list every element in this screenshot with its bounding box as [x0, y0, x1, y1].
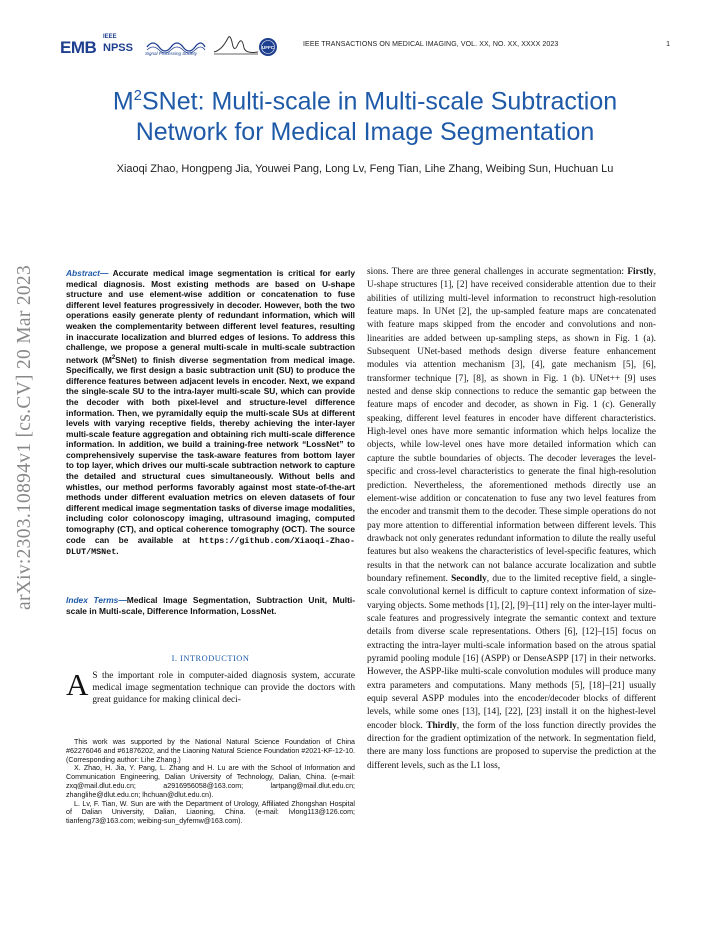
drop-cap: A — [66, 667, 89, 702]
emb-logo: EMB — [60, 38, 97, 57]
index-terms — [66, 595, 355, 616]
journal-name: IEEE TRANSACTIONS ON MEDICAL IMAGING, VOL. XX, NO. XX, XXXX 2023 — [303, 41, 559, 48]
rightcol-text-1: sions. There are three general challenges in accurate segmentation: — [367, 267, 628, 277]
title-line2: Network for Medical Image Segmentation — [135, 118, 595, 147]
footnote-affiliation-1: X. Zhao, H. Jia, Y. Pang, L. Zhang and H. Lu are with the School of Information and Communication Engineering, Dalian University of Technology, Dalian, China. (e-mail: zxq@mail.dlut.edu.cn; a2916956058@163.com; lartpang@mail.dlut.edu.cn; zhanglihe@dlut.edu.cn; lhchuan@dlut.edu.cn). — [66, 764, 355, 799]
sps-logo-text: Signal Processing Society — [145, 51, 198, 56]
rightcol-firstly: Firstly — [627, 267, 654, 277]
rightcol-text-4: , the form of the loss function directly provides the direction for the gradient optimization of the network. In segmentation field, there are many loss functions are proposed to supervise the prediction at the different levels, such as the L1 loss, — [367, 720, 656, 771]
title-line1-rest: SNet: Multi-scale in Multi-scale Subtraction — [142, 87, 618, 116]
uffc-logo-text: UFFC — [261, 45, 275, 50]
section-heading-introduction: I. INTRODUCTION — [171, 654, 250, 663]
right-column-text — [367, 266, 656, 773]
abstract — [66, 268, 355, 558]
footnote-block — [66, 738, 355, 826]
author-list: Xiaoqi Zhao, Hongpeng Jia, Youwei Pang, Long Lv, Feng Tian, Lihe Zhang, Weibing Sun, Huchuan Lu — [116, 163, 614, 175]
footnote-affiliation-2: L. Lv, F. Tian, W. Sun are with the Department of Urology, Affiliated Zhongshan Hospital of Dalian University, Dalian, Liaoning, China. (e-mail: lvlong113@126.com; tianfeng73@163.com; weibing-sun_dyfemw@163.com). — [66, 799, 355, 826]
page-number: 1 — [666, 41, 670, 48]
page-header — [60, 32, 670, 62]
index-terms-text: Medical Image Segmentation, Subtraction Unit, Multi-scale in Multi-scale, Difference Information, LossNet. — [66, 595, 355, 616]
abstract-lead: Abstract— — [66, 268, 109, 278]
abstract-text-part1: Accurate medical image segmentation is critical for early medical diagnosis. Most existing methods are based on U-shape structure and use element-wise addition or concatenation to fuse different level features progressively in decoder. However, both the two operations easily generate plenty of redundant information, which will weaken the complementarity between different level features, resulting in inaccurate localization and blurred edges of lesions. To address this challenge, we propose a general multi-scale in multi-scale subtraction network (M — [66, 268, 355, 365]
footnote-funding: This work was supported by the National Natural Science Foundation of China #62276046 and #61876202, and the Liaoning Natural Science Foundation #2021-KF-12-10. (Corresponding author: Lihe Zhang.) — [66, 738, 355, 764]
introduction-paragraph — [66, 667, 355, 707]
rightcol-secondly: Secondly — [451, 573, 487, 584]
source-code-link[interactable]: https://github.com/Xiaoqi-Zhao-DLUT/MSNet — [66, 535, 355, 558]
abstract-text-part2: SNet) to finish diverse segmentation from medical image. Specifically, we first design a basic subtraction unit (SU) to produce the difference features between adjacent levels in encoder. Next, we expand the single-scale SU to the intra-layer multi-scale SU, which can provide the decoder with both pixel-level and structure-level difference information. Then, we pyramidally equip the multi-scale SUs at different levels with varying receptive fields, thereby achieving the inter-layer multi-scale feature aggregation and obtaining rich multi-scale difference information. In addition, we build a training-free network “LossNet” to comprehensively supervise the task-aware features from bottom layer to top layer, which drives our multi-scale subtraction network to capture the detailed and structural cues simultaneously. Without bells and whistles, our method performs favorably against most state-of-the-art methods under different evaluation metrics on eleven datasets of four different medical image segmentation tasks of diverse image modalities, including color colonoscopy imaging, ultrasound imaging, computed tomography (CT), and optical coherence tomography (OCT). The source code can be available at — [66, 354, 355, 545]
ieee-logo: IEEE — [103, 34, 117, 40]
rightcol-text-2: , U-shape structures [1], [2] have received considerable attention due to their abilities of utilizing multi-level information to reconstruct high-resolution feature maps. In UNet [2], the up-sampled feature maps are concatenated with feature maps skipped from the encoder and convolutions and non-linearities are added between up-sampling steps, as shown in Fig. 1 (a). Subsequent UNet-based methods design diverse feature enhancement modules via attention mechanism [3], [4], gate mechanism [5], [6], transformer technique [7], [8], as shown in Fig. 1 (b). UNet++ [9] uses nested and dense skip connections to reduce the semantic gap between the feature maps of encoder and decoder, as shown in Fig. 1 (c). Generally speaking, different level features in encoder have different characteristics. High-level ones have more semantic information which helps localize the objects, while low-level ones have more detailed information which can capture the subtle boundaries of objects. The decoder leverages the level-specific and cross-level characteristics to generate the final high-resolution prediction. Nevertheless, the aforementioned methods directly use an element-wise addition or concatenation to fuse any two level features from the encoder and transmit them to the decoder. These simple operations do not pay more attention to differential information between different levels. This drawback not only generates redundant information to dilute the really useful features but also weakens the characteristics of level-specific features, which results in that the network can not balance accurate localization and subtle boundary refinement. — [367, 267, 656, 584]
npss-logo: NPSS — [103, 42, 133, 54]
paper-title — [60, 80, 670, 148]
rightcol-text-3: , due to the limited receptive field, a single-scale convolutional kernel is difficult to capture context information of size-varying objects. Some methods [1], [2], [9]–[11] rely on the inter-layer multi-scale features and progressively integrate the semantic context and texture details from diverse scale representations. Others [6], [12]–[15] focus on extracting the intra-layer multi-scale information based on the atrous spatial pyramid pooling module [16] (ASPP) or DenseASPP [17] in their networks. However, the ASPP-like multi-scale convolution modules will produce many extra parameters and computations. Many methods [5], [18]–[21] usually equip several ASPP modules into the encoder/decoder blocks of different levels, while some ones [13], [14], [22], [23] install it on the highest-level encoder block. — [367, 573, 656, 731]
index-terms-lead: Index Terms— — [66, 595, 127, 605]
title-superscript: 2 — [133, 87, 142, 104]
arxiv-identifier-stamp[interactable]: arXiv:2303.10894v1 [cs.CV] 20 Mar 2023 — [14, 264, 35, 610]
title-line1-prefix: M — [112, 87, 134, 116]
introduction-text: S the important role in computer-aided diagnosis system, accurate medical image segmentation technique can provide the doctors with great guidance for making clinical deci- — [92, 671, 355, 705]
uffc-logo-icon — [258, 37, 278, 57]
rightcol-thirdly: Thirdly — [426, 720, 457, 731]
abstract-superscript: 2 — [111, 354, 116, 361]
abstract-text-part3: . — [116, 546, 119, 557]
ieee-ras-signature-logo-icon — [212, 32, 260, 58]
